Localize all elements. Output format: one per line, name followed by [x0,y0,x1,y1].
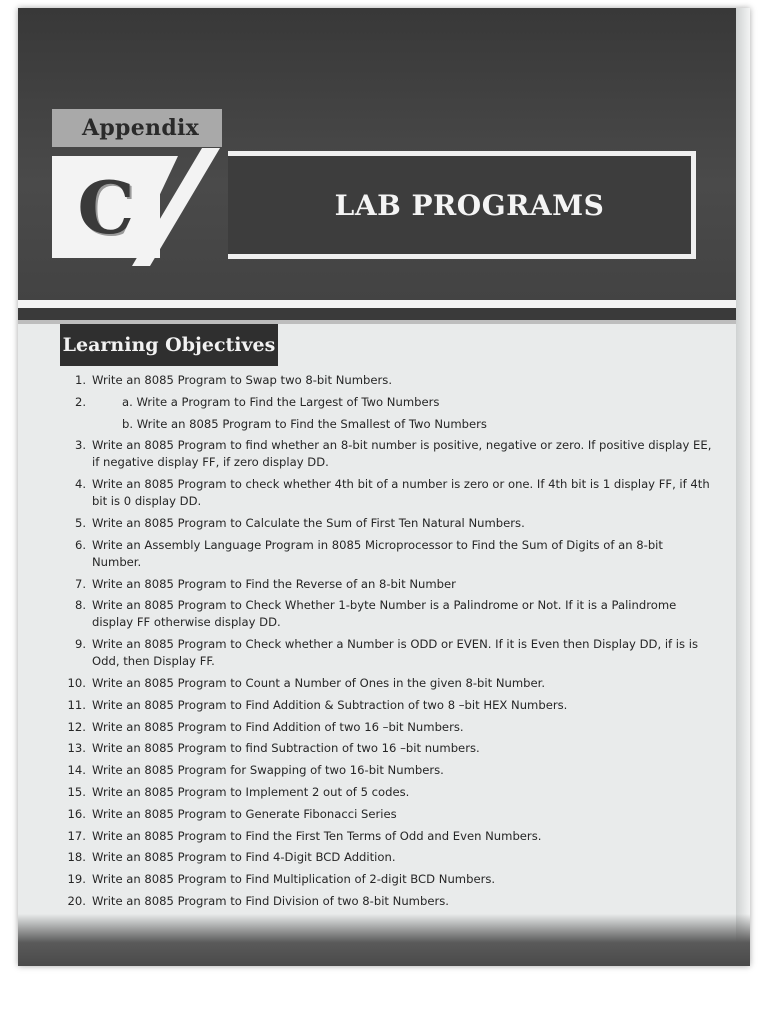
objective-text: Write an 8085 Program to Find the First Ten Terms of Odd and Even Numbers. [92,828,542,843]
objective-item [54,437,714,471]
objective-text: Write an 8085 Program to find Subtraction of two 16 –bit numbers. [92,741,480,756]
page-title: LAB PROGRAMS [334,188,605,222]
objective-item [54,697,714,714]
objective-text: Write an 8085 Program to Find the Reverse of an 8-bit Number [92,576,456,591]
objective-number: 18. [67,850,86,865]
objective-item [54,515,714,532]
objective-item [54,784,714,801]
objective-number: 10. [67,675,86,690]
objective-text: Write an 8085 Program to check whether 4th bit of a number is zero or one. If 4th bit is 1 display FF, if 4th bit is 0 display DD. [92,477,710,509]
objective-item [54,828,714,845]
objective-text: Write an 8085 Program to Find 4-Digit BCD Addition. [92,850,396,865]
objective-number: 1. [74,373,86,387]
objective-text: Write an 8085 Program to Swap two 8-bit Numbers. [92,373,393,387]
objective-item [54,576,714,593]
objective-item [54,394,714,411]
objective-text: Write an 8085 Program to Count a Number of Ones in the given 8-bit Number. [92,675,546,690]
objective-item [54,636,714,670]
objective-number: 7. [74,576,86,591]
objective-number: 14. [67,763,86,778]
objective-item [54,806,714,823]
objective-number: 20. [67,893,86,908]
objective-item [54,675,714,692]
objective-text: Write an Assembly Language Program in 8085 Microprocessor to Find the Sum of Digits of an 8-bit Number. [92,537,663,569]
section-heading: Learning Objectives [60,324,278,366]
chapter-header [18,8,750,300]
objective-item [54,849,714,866]
objective-text: Write an 8085 Program to Calculate the Sum of First Ten Natural Numbers. [92,515,525,530]
objective-text: a. Write a Program to Find the Largest of Two Numbers [122,394,440,409]
objective-item [54,597,714,631]
objective-text: Write an 8085 Program to find whether an 8-bit number is positive, negative or zero. If positive display EE, if negative display FF, if zero display DD. [92,438,712,470]
objective-item [54,719,714,736]
objective-number: 5. [74,515,86,530]
objective-text: Write an 8085 Program to Generate Fibonacci Series [92,806,397,821]
objective-number: 15. [67,784,86,799]
objective-number: 9. [74,637,86,652]
objective-item [54,416,714,433]
objective-item [54,871,714,888]
objective-number: 8. [74,598,86,613]
objective-number: 19. [67,872,86,887]
objectives-list [54,372,714,915]
objective-item [54,537,714,571]
objective-number: 4. [74,477,86,492]
appendix-label: Appendix [52,109,222,147]
objective-item [54,476,714,510]
objective-text: Write an 8085 Program to Find Addition & Subtraction of two 8 –bit HEX Numbers. [92,697,568,712]
objective-number: 11. [67,697,86,712]
title-bar [228,151,696,259]
objective-number: 6. [74,537,86,552]
divider-light [18,300,750,308]
divider-dark [18,308,750,320]
objective-number: 2. [74,394,86,409]
objective-text: Write an 8085 Program to Check whether a Number is ODD or EVEN. If it is Even then Display DD, if is is Odd, then Display FF. [92,637,699,669]
page-edge [736,8,750,966]
book-page [18,8,750,966]
objective-text: Write an 8085 Program to Find Division of two 8-bit Numbers. [92,893,449,908]
objective-text: Write an 8085 Program to Implement 2 out of 5 codes. [92,784,410,799]
objective-item [54,893,714,910]
objective-item [54,762,714,779]
objective-text: b. Write an 8085 Program to Find the Smallest of Two Numbers [122,416,487,431]
objective-item [54,740,714,757]
objective-number: 3. [74,438,86,453]
objective-text: Write an 8085 Program for Swapping of two 16-bit Numbers. [92,763,444,778]
page-bottom-shadow [18,914,750,966]
objective-number: 17. [67,828,86,843]
appendix-letter: C [77,164,135,250]
objective-item [54,372,714,389]
objective-text: Write an 8085 Program to Check Whether 1-byte Number is a Palindrome or Not. If it is a Palindrome display FF otherwise display DD. [92,598,677,630]
objective-number: 12. [67,719,86,734]
objective-number: 16. [67,806,86,821]
objective-number: 13. [67,741,86,756]
objective-text: Write an 8085 Program to Find Multiplication of 2-digit BCD Numbers. [92,872,496,887]
objective-text: Write an 8085 Program to Find Addition of two 16 –bit Numbers. [92,719,464,734]
